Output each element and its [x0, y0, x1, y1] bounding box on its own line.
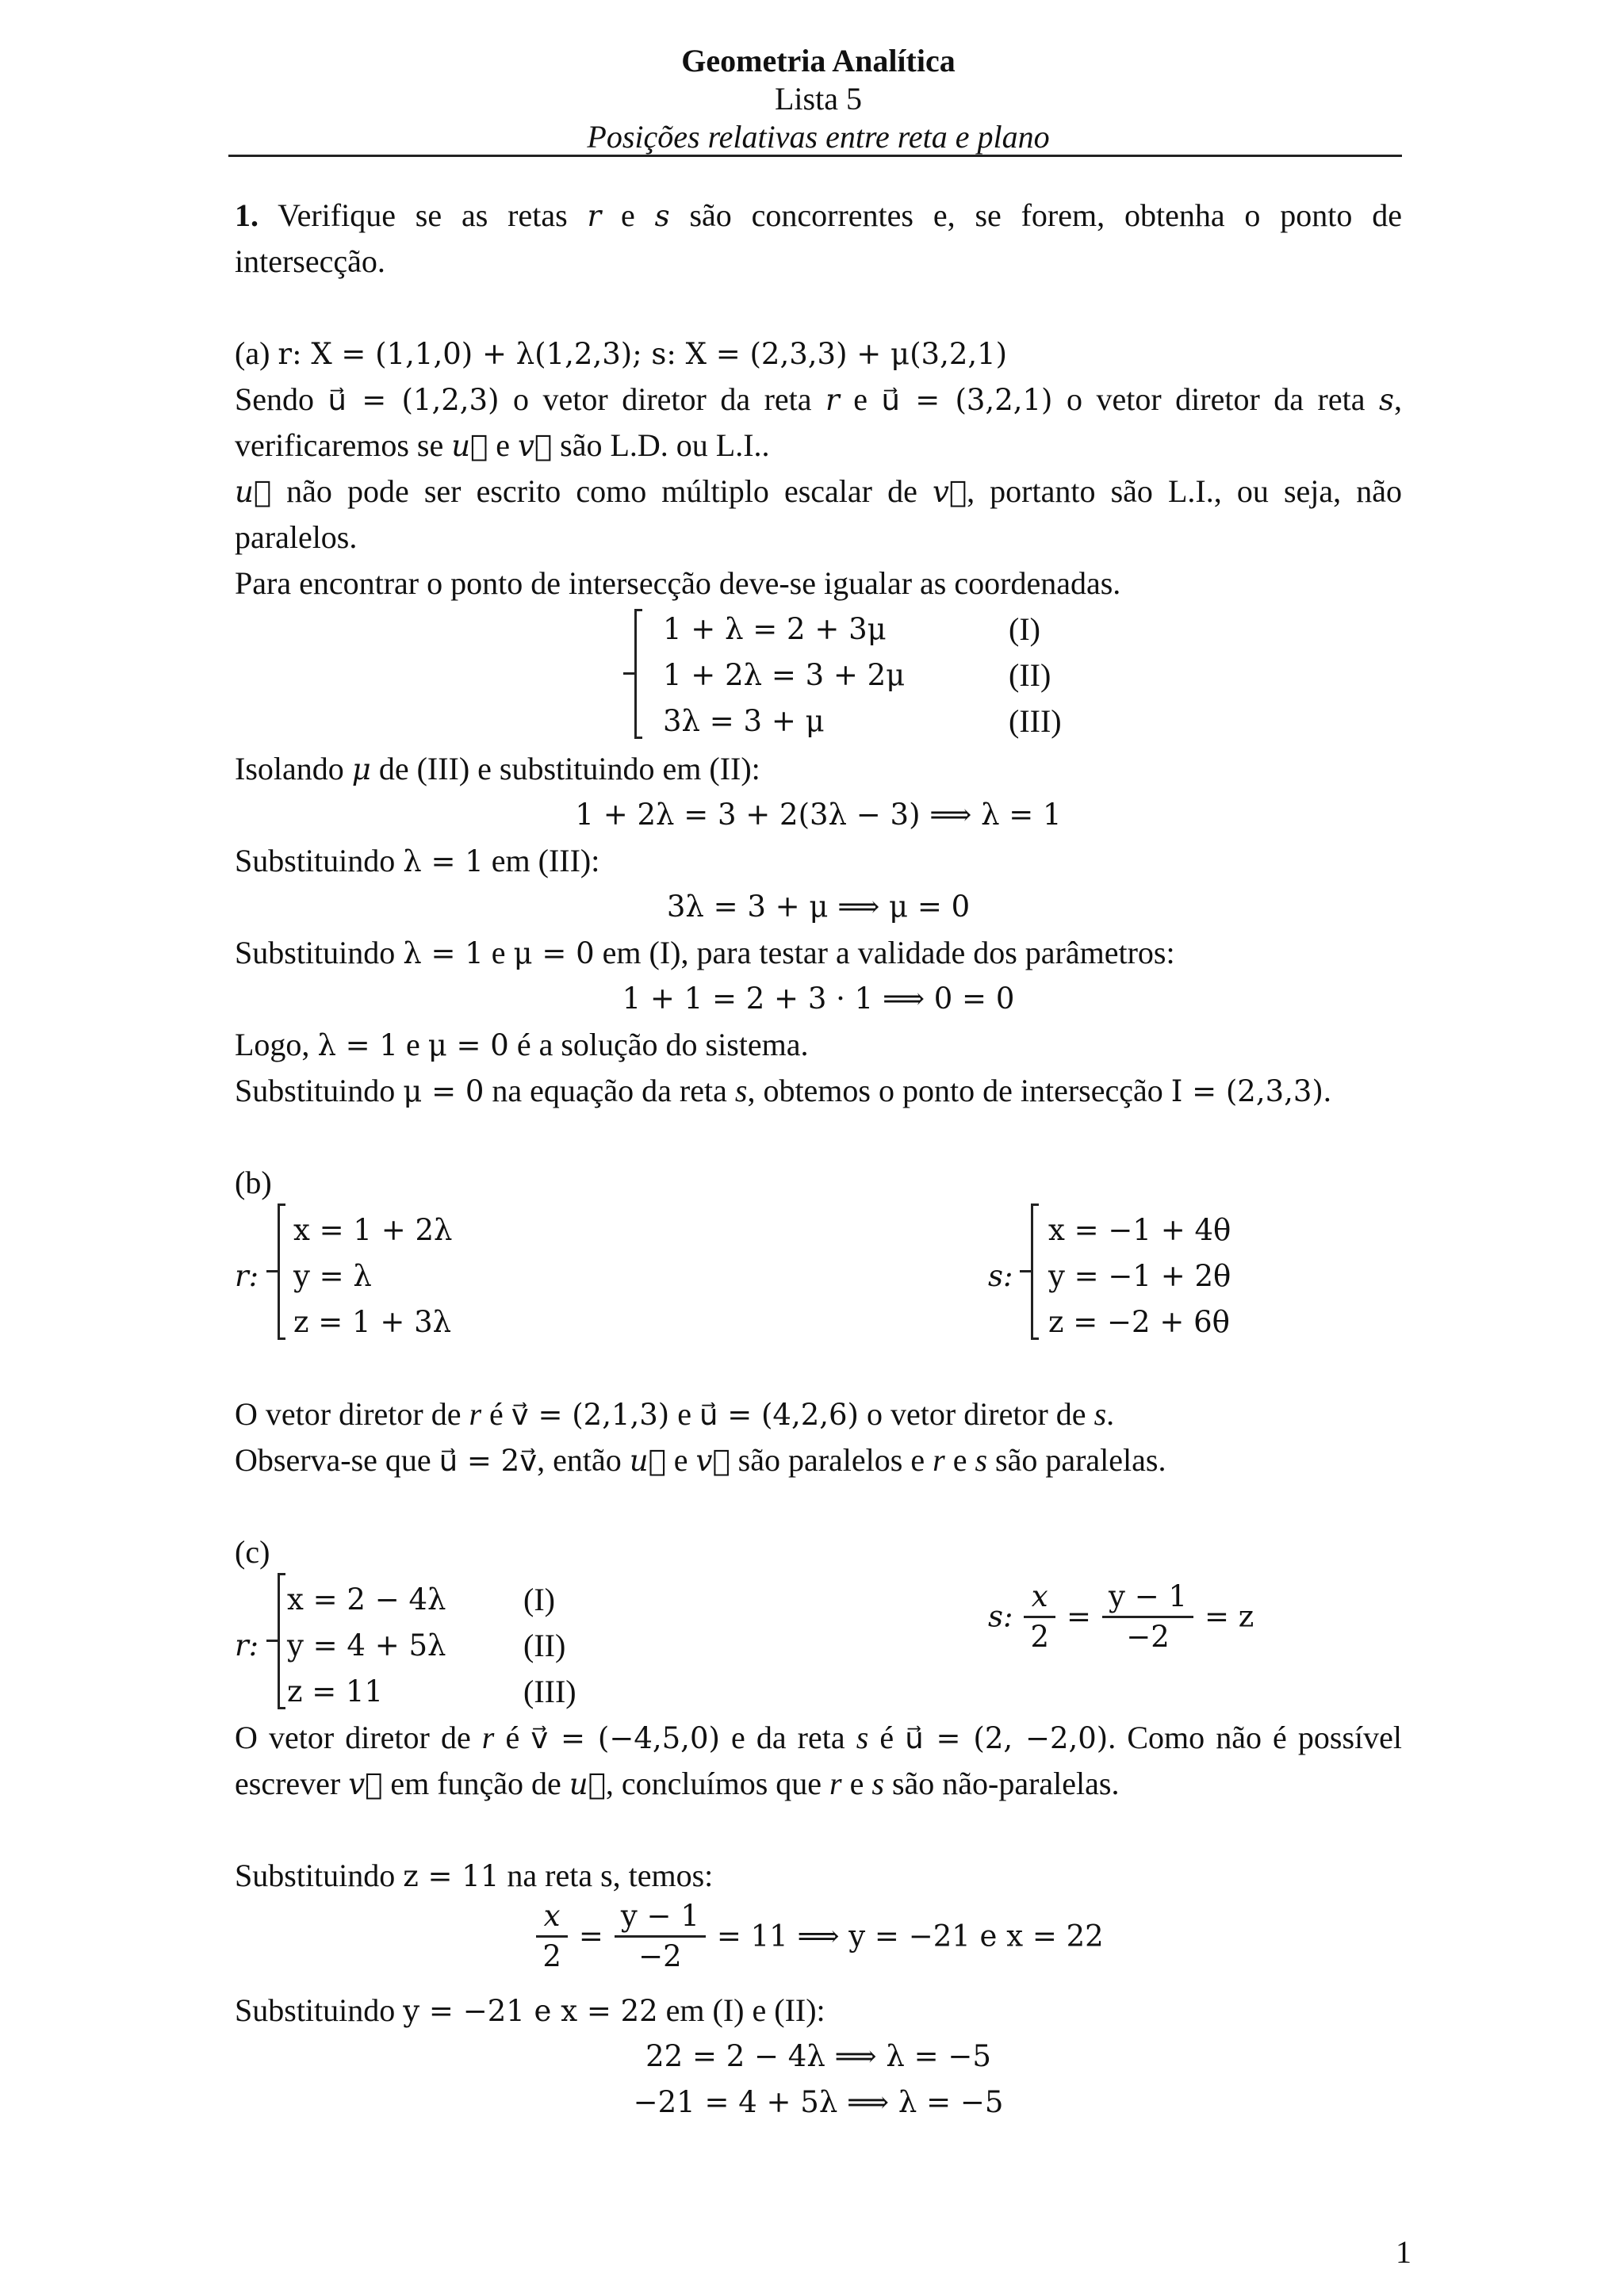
math: λ = 1 — [317, 1028, 398, 1062]
part-c-sub2 — [235, 1988, 1402, 2034]
text: . — [1323, 1073, 1331, 1108]
frac-numerator: y − 1 — [1102, 1578, 1193, 1618]
part-a-eq2: 3λ = 3 + μ ⟹ μ = 0 — [666, 890, 971, 924]
math: u⃗ = 2v⃗ — [439, 1444, 538, 1478]
s-brace-tick — [1020, 1270, 1031, 1272]
text: não pode ser escrito como múltiplo escalar de — [271, 473, 933, 509]
frac-denominator: 2 — [1030, 1620, 1050, 1654]
text: e — [669, 1396, 699, 1432]
system-tag-3: (III) — [1009, 703, 1062, 739]
math: u⃗ = (2, −2,0) — [905, 1721, 1109, 1755]
text: são não-paralelas. — [883, 1766, 1120, 1801]
r-brace-tick — [266, 1270, 278, 1272]
vector-v: v⃗ — [932, 475, 967, 509]
c-r-tag-1: (I) — [523, 1582, 555, 1617]
var-r: r — [481, 1720, 495, 1755]
text: e — [483, 935, 514, 970]
c-frac-1 — [536, 1897, 568, 1976]
var-s: s — [975, 1442, 988, 1478]
part-a-line4: paralelos. — [235, 519, 358, 555]
text: o vetor diretor da reta — [499, 381, 826, 417]
var-mu: μ — [351, 752, 371, 786]
text: são L.D. ou L.I.. — [552, 427, 770, 463]
vector-v: v⃗ — [348, 1767, 383, 1801]
part-b-line2 — [235, 1437, 1402, 1484]
text: Observa-se que — [235, 1442, 439, 1478]
part-c-fraction-eq — [235, 1897, 1402, 1976]
statement-text: são concorrentes e, se forem, obtenha o ponto de — [669, 197, 1402, 233]
text: Logo, — [235, 1027, 318, 1062]
vector-v: v⃗ — [518, 429, 553, 463]
equation-r: r: X = (1,1,0) + λ(1,2,3); — [278, 337, 652, 371]
math: λ = 1 — [403, 844, 484, 878]
part-c-r-label: r: — [235, 1628, 259, 1663]
math: u⃗ = (3,2,1) — [881, 383, 1053, 417]
text: na equação da reta — [484, 1073, 735, 1108]
part-c-sub — [235, 1853, 1402, 1900]
text: é — [494, 1720, 531, 1755]
text: são paralelas. — [987, 1442, 1166, 1478]
var-s: s — [734, 1073, 748, 1108]
part-a-eq1: 1 + 2λ = 3 + 2(3λ − 3) ⟹ λ = 1 — [575, 798, 1062, 832]
c-r-eq-z: z = 11 — [287, 1674, 384, 1709]
r-eq-z: z = 1 + 3λ — [293, 1305, 452, 1339]
math: y = −21 e x = 22 — [403, 1994, 658, 2028]
system-eq-1: 1 + λ = 2 + 3μ — [663, 612, 887, 646]
part-a-line2 — [235, 423, 1402, 469]
part-a-line1 — [235, 377, 1402, 423]
math: u⃗ = (1,2,3) — [327, 383, 500, 417]
c-r-tag-3: (III) — [523, 1674, 576, 1709]
part-b-r-label: r: — [235, 1259, 259, 1293]
part-c-line1 — [235, 1715, 1402, 1762]
text: é — [868, 1720, 906, 1755]
equation-tail: = 11 ⟹ y = −21 e x = 22 — [716, 1919, 1104, 1954]
frac-denominator: −2 — [1126, 1620, 1170, 1654]
c-s-equation — [988, 1578, 1254, 1656]
frac-numerator: x — [1024, 1578, 1055, 1618]
text: , concluímos que — [605, 1766, 830, 1801]
math: v⃗ = (−4,5,0) — [530, 1721, 720, 1755]
math: μ = 0 — [427, 1028, 509, 1062]
text: . — [1106, 1396, 1115, 1432]
part-c-label: (c) — [235, 1534, 270, 1570]
vector-u: u⃗ — [235, 475, 272, 509]
vector-u: u⃗ — [629, 1444, 666, 1478]
frac-numerator: x — [536, 1897, 568, 1938]
part-a-eq3: 1 + 1 = 2 + 3 · 1 ⟹ 0 = 0 — [622, 982, 1015, 1016]
part-c-line2 — [235, 1761, 1402, 1808]
r-eq-y: y = λ — [293, 1259, 372, 1293]
s-brace — [1031, 1203, 1039, 1340]
text: Substituindo — [235, 935, 404, 970]
math: v⃗ = (2,1,3) — [511, 1398, 670, 1432]
c-s-label: s: — [988, 1599, 1013, 1634]
vector-u: u⃗ — [569, 1767, 606, 1801]
text: em (III): — [483, 843, 600, 878]
doc-topic: Posições relativas entre reta e plano — [587, 119, 1050, 155]
var-r: r — [829, 1766, 842, 1801]
doc-title: Geometria Analítica — [681, 43, 956, 78]
frac-denominator: −2 — [638, 1939, 682, 1973]
part-a-isolate — [235, 746, 1402, 793]
var-s: s — [654, 199, 670, 233]
var-s: s — [871, 1766, 884, 1801]
part-label: (a) — [235, 335, 278, 371]
vector-v: v⃗ — [695, 1444, 730, 1478]
text: verificaremos se — [235, 427, 452, 463]
text: Substituindo — [235, 843, 404, 878]
text: Isolando — [235, 751, 352, 786]
text: . Como não é possível — [1108, 1720, 1403, 1755]
r-eq-x: x = 1 + 2λ — [293, 1213, 453, 1247]
statement-text: Verifique se as retas — [259, 197, 588, 233]
c-s-frac-1 — [1024, 1578, 1055, 1656]
part-c-eq2: −21 = 4 + 5λ ⟹ λ = −5 — [633, 2085, 1004, 2119]
frac-numerator: y − 1 — [615, 1897, 706, 1938]
text: e — [397, 1027, 428, 1062]
system-brace-tick — [623, 672, 634, 675]
vector-u: u⃗ — [451, 429, 488, 463]
doc-subtitle: Lista 5 — [775, 81, 862, 117]
page-number: 1 — [1396, 2234, 1411, 2270]
part-a-final — [235, 1068, 1402, 1115]
text: e — [841, 1766, 872, 1801]
text: em (I), para testar a validade dos parâmetros: — [594, 935, 1175, 970]
text: O vetor diretor de — [235, 1396, 469, 1432]
c-r-eq-y: y = 4 + 5λ — [287, 1628, 446, 1663]
intersection-point: I = (2,3,3) — [1170, 1074, 1323, 1108]
equals-sign: = — [1067, 1599, 1092, 1634]
math: λ = 1 — [403, 936, 484, 970]
s-eq-z: z = −2 + 6θ — [1048, 1305, 1230, 1339]
math: μ = 0 — [513, 936, 595, 970]
var-s: s — [1379, 383, 1394, 417]
s-eq-x: x = −1 + 4θ — [1048, 1213, 1231, 1247]
part-a-line3 — [235, 469, 1402, 515]
c-frac-2 — [615, 1897, 706, 1976]
math: z = 11 — [403, 1859, 500, 1893]
var-r: r — [587, 199, 602, 233]
system-tag-1: (I) — [1009, 611, 1040, 647]
text: , — [1394, 381, 1402, 417]
text: são paralelos e — [730, 1442, 933, 1478]
c-r-eq-x: x = 2 − 4λ — [287, 1582, 446, 1617]
statement-text: e — [601, 197, 655, 233]
part-b-line1 — [235, 1391, 1402, 1438]
text: , portanto são L.I., ou seja, não — [967, 473, 1402, 509]
text: Sendo — [235, 381, 328, 417]
var-s: s — [1094, 1396, 1107, 1432]
s-eq-y: y = −1 + 2θ — [1048, 1259, 1231, 1293]
text: Substituindo — [235, 1992, 404, 2028]
equation-s: s: X = (2,3,3) + μ(3,2,1) — [651, 337, 1008, 371]
text: e da reta — [719, 1720, 856, 1755]
r-brace — [278, 1203, 285, 1340]
text: Substituindo — [235, 1858, 404, 1893]
part-a-sub2 — [235, 930, 1402, 977]
text: em função de — [382, 1766, 569, 1801]
text: é — [481, 1396, 511, 1432]
var-r: r — [825, 383, 840, 417]
c-r-brace-tick — [266, 1640, 278, 1642]
c-r-brace — [278, 1573, 285, 1709]
text: Substituindo — [235, 1073, 404, 1108]
system-eq-2: 1 + 2λ = 3 + 2μ — [663, 658, 906, 692]
part-a-header — [235, 331, 1402, 377]
part-a-logo — [235, 1022, 1402, 1069]
header-rule — [228, 155, 1402, 157]
var-r: r — [933, 1442, 945, 1478]
text: escrever — [235, 1766, 349, 1801]
system-tag-2: (II) — [1009, 657, 1051, 693]
part-a-sub1 — [235, 838, 1402, 885]
c-r-tag-2: (II) — [523, 1628, 566, 1663]
text: o vetor diretor de — [859, 1396, 1094, 1432]
text: e — [944, 1442, 975, 1478]
question-number: 1. — [235, 197, 259, 233]
text: , então — [537, 1442, 630, 1478]
math: u⃗ = (4,2,6) — [699, 1398, 859, 1432]
frac-denominator: 2 — [542, 1939, 561, 1973]
question-statement-line2: intersecção. — [235, 243, 385, 279]
c-s-frac-2 — [1102, 1578, 1193, 1656]
text: de (III) e substituindo em (II): — [370, 751, 760, 786]
equals-sign: = — [578, 1919, 603, 1954]
system-eq-3: 3λ = 3 + μ — [663, 704, 825, 738]
part-a-line5: Para encontrar o ponto de intersecção deve-se igualar as coordenadas. — [235, 565, 1121, 601]
text: O vetor diretor de — [235, 1720, 482, 1755]
part-b-s-label: s: — [988, 1259, 1013, 1293]
system-brace — [634, 609, 642, 739]
text: o vetor diretor da reta — [1052, 381, 1379, 417]
var-r: r — [469, 1396, 482, 1432]
text: na reta s, temos: — [499, 1858, 714, 1893]
text: , obtemos o ponto de intersecção — [747, 1073, 1171, 1108]
part-b-label: (b) — [235, 1165, 272, 1200]
text: é a solução do sistema. — [508, 1027, 809, 1062]
question-statement — [235, 193, 1402, 239]
var-s: s — [856, 1720, 869, 1755]
math: μ = 0 — [403, 1074, 485, 1108]
text: em (I) e (II): — [657, 1992, 825, 2028]
text: e — [665, 1442, 696, 1478]
equation-tail: = z — [1205, 1599, 1254, 1634]
text: e — [839, 381, 882, 417]
part-c-eq1: 22 = 2 − 4λ ⟹ λ = −5 — [645, 2039, 991, 2073]
text: e — [488, 427, 519, 463]
